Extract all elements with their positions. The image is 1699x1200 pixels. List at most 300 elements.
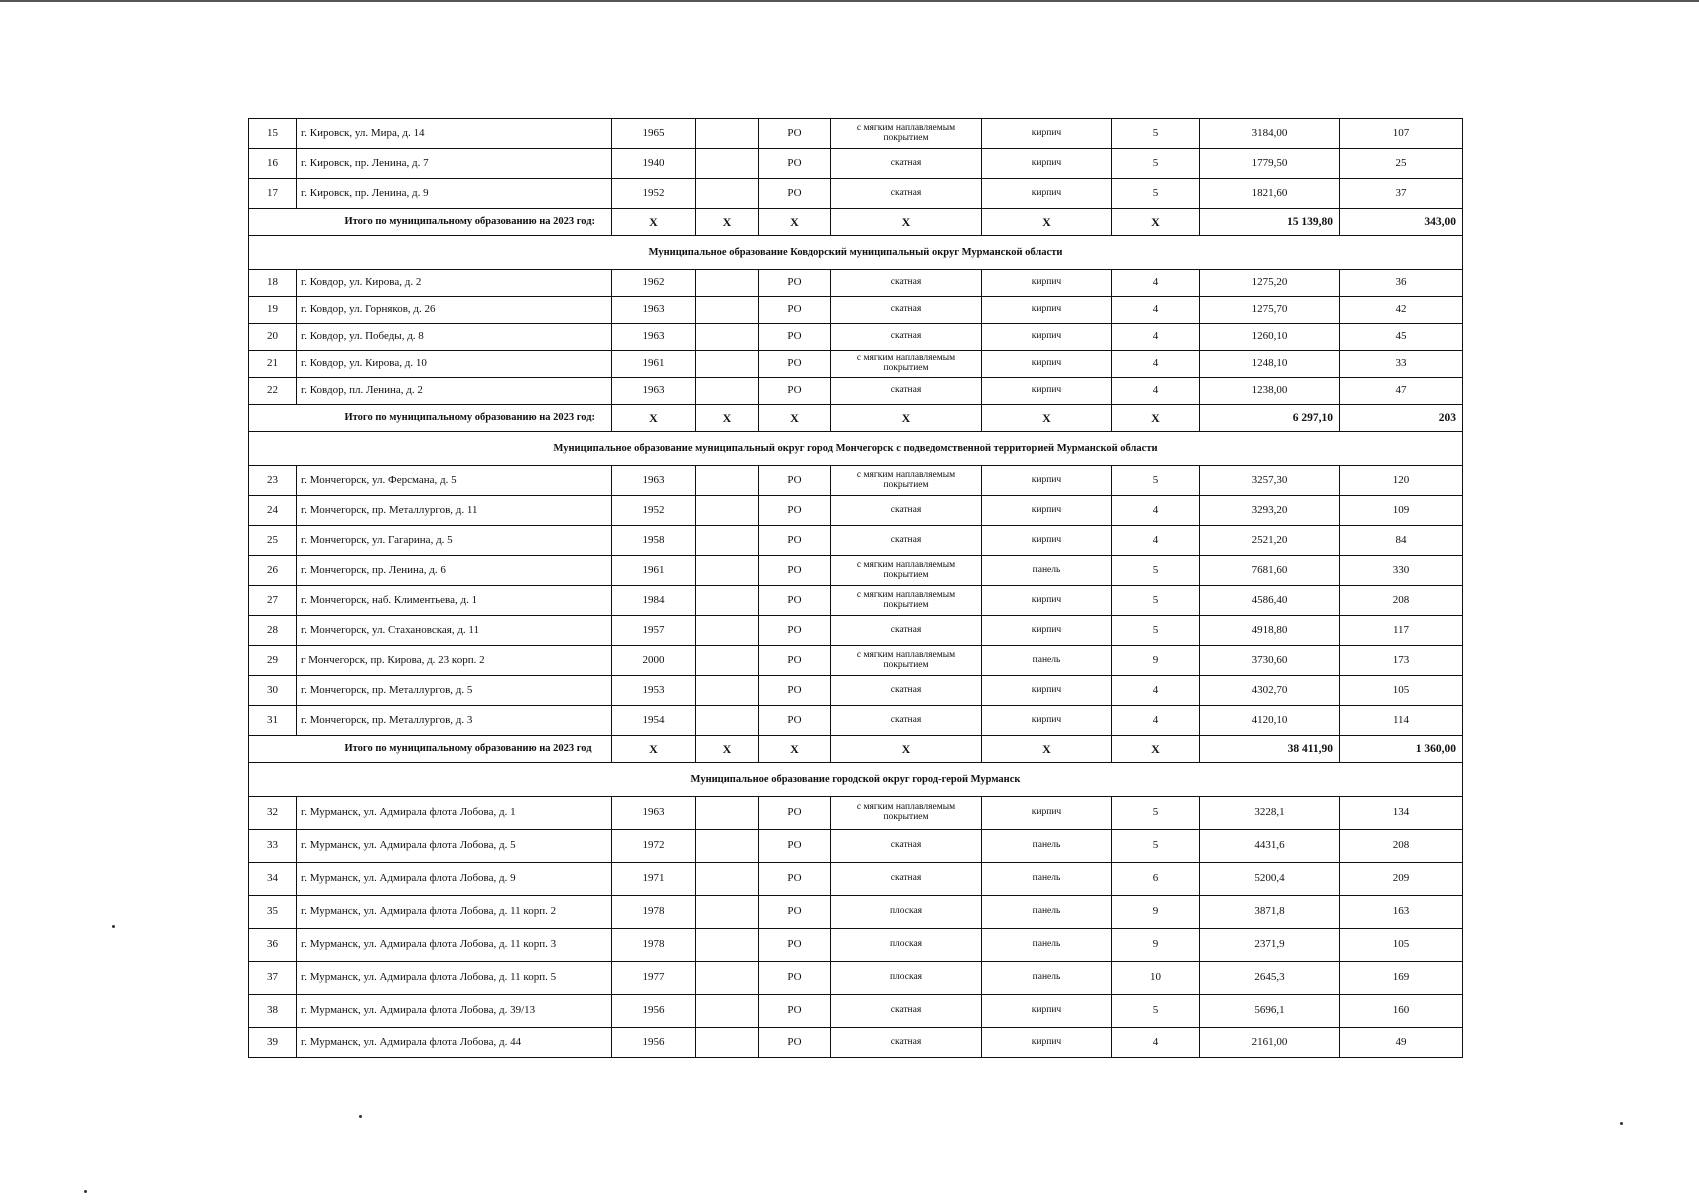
- cell-type: РО: [759, 676, 831, 706]
- cell-address: г. Ковдор, ул. Кирова, д. 10: [297, 351, 612, 378]
- cell-area: 5200,4: [1200, 863, 1340, 896]
- cell-floors: 4: [1112, 297, 1200, 324]
- cell-floors: 5: [1112, 586, 1200, 616]
- cell-blank: [696, 616, 759, 646]
- total-x-mark: X: [982, 405, 1112, 432]
- cell-material: панель: [982, 556, 1112, 586]
- cell-address: г. Ковдор, ул. Горняков, д. 26: [297, 297, 612, 324]
- cell-floors: 5: [1112, 119, 1200, 149]
- table-row: [249, 1028, 1463, 1058]
- cell-no: 37: [249, 962, 297, 995]
- cell-roof: с мягким наплавляемым покрытием: [831, 586, 982, 616]
- cell-material: кирпич: [982, 270, 1112, 297]
- cell-type: РО: [759, 179, 831, 209]
- cell-year: 1956: [612, 995, 696, 1028]
- cell-area: 2371,9: [1200, 929, 1340, 962]
- cell-blank: [696, 270, 759, 297]
- cell-roof: скатная: [831, 270, 982, 297]
- cell-roof: скатная: [831, 526, 982, 556]
- cell-material: кирпич: [982, 995, 1112, 1028]
- cell-area: 1779,50: [1200, 149, 1340, 179]
- total-x-mark: X: [612, 209, 696, 236]
- total-row: [249, 209, 1463, 236]
- total-empty-cell: [249, 736, 297, 763]
- table-row: [249, 466, 1463, 496]
- cell-address: г. Мончегорск, пр. Металлургов, д. 11: [297, 496, 612, 526]
- cell-area: 4918,80: [1200, 616, 1340, 646]
- cell-no: 28: [249, 616, 297, 646]
- cell-no: 17: [249, 179, 297, 209]
- cell-area: 1275,20: [1200, 270, 1340, 297]
- cell-year: 1956: [612, 1028, 696, 1058]
- cell-floors: 4: [1112, 706, 1200, 736]
- cell-type: РО: [759, 496, 831, 526]
- cell-material: кирпич: [982, 706, 1112, 736]
- cell-roof: скатная: [831, 378, 982, 405]
- cell-address: г. Мончегорск, ул. Стахановская, д. 11: [297, 616, 612, 646]
- section-header: Муниципальное образование городской округ город-герой Мурманск: [249, 763, 1463, 797]
- scan-top-edge: [0, 0, 1699, 2]
- cell-year: 1940: [612, 149, 696, 179]
- cell-residents: 120: [1340, 466, 1463, 496]
- cell-residents: 84: [1340, 526, 1463, 556]
- total-x-mark: X: [831, 736, 982, 763]
- table-row: [249, 830, 1463, 863]
- total-label: Итого по муниципальному образованию на 2023 год: [297, 736, 612, 763]
- cell-address: г. Мончегорск, пр. Металлургов, д. 5: [297, 676, 612, 706]
- cell-area: 5696,1: [1200, 995, 1340, 1028]
- cell-no: 23: [249, 466, 297, 496]
- total-x-mark: X: [982, 209, 1112, 236]
- cell-floors: 9: [1112, 929, 1200, 962]
- cell-year: 1953: [612, 676, 696, 706]
- cell-address: г. Мурманск, ул. Адмирала флота Лобова, д. 11 корп. 5: [297, 962, 612, 995]
- section-header: Муниципальное образование муниципальный округ город Мончегорск с подведомственной территорией Мурманской области: [249, 432, 1463, 466]
- cell-blank: [696, 586, 759, 616]
- section-header: Муниципальное образование Ковдорский муниципальный округ Мурманской области: [249, 236, 1463, 270]
- cell-residents: 117: [1340, 616, 1463, 646]
- cell-floors: 4: [1112, 526, 1200, 556]
- total-x-mark: X: [831, 209, 982, 236]
- cell-roof: скатная: [831, 616, 982, 646]
- cell-roof: с мягким наплавляемым покрытием: [831, 466, 982, 496]
- cell-residents: 209: [1340, 863, 1463, 896]
- cell-roof: с мягким наплавляемым покрытием: [831, 351, 982, 378]
- cell-roof: с мягким наплавляемым покрытием: [831, 797, 982, 830]
- cell-floors: 6: [1112, 863, 1200, 896]
- table-row: [249, 676, 1463, 706]
- cell-year: 1971: [612, 863, 696, 896]
- cell-area: 2521,20: [1200, 526, 1340, 556]
- housing-register-table: [248, 118, 1463, 1058]
- cell-area: 3257,30: [1200, 466, 1340, 496]
- cell-address: г. Мурманск, ул. Адмирала флота Лобова, д. 39/13: [297, 995, 612, 1028]
- cell-residents: 134: [1340, 797, 1463, 830]
- total-row: [249, 736, 1463, 763]
- cell-type: РО: [759, 896, 831, 929]
- cell-no: 32: [249, 797, 297, 830]
- scan-speck: [1620, 1122, 1623, 1125]
- cell-area: 4431,6: [1200, 830, 1340, 863]
- cell-floors: 9: [1112, 646, 1200, 676]
- cell-material: кирпич: [982, 466, 1112, 496]
- cell-roof: плоская: [831, 896, 982, 929]
- cell-area: 3730,60: [1200, 646, 1340, 676]
- cell-residents: 173: [1340, 646, 1463, 676]
- cell-material: панель: [982, 830, 1112, 863]
- cell-residents: 109: [1340, 496, 1463, 526]
- table-row: [249, 896, 1463, 929]
- cell-address: г. Кировск, пр. Ленина, д. 7: [297, 149, 612, 179]
- cell-year: 1978: [612, 929, 696, 962]
- total-residents: 1 360,00: [1340, 736, 1463, 763]
- cell-material: панель: [982, 962, 1112, 995]
- cell-area: 1260,10: [1200, 324, 1340, 351]
- cell-material: кирпич: [982, 586, 1112, 616]
- table-row: [249, 378, 1463, 405]
- cell-blank: [696, 830, 759, 863]
- cell-no: 27: [249, 586, 297, 616]
- cell-year: 1963: [612, 466, 696, 496]
- total-x-mark: X: [982, 736, 1112, 763]
- cell-type: РО: [759, 119, 831, 149]
- cell-area: 3184,00: [1200, 119, 1340, 149]
- cell-year: 1958: [612, 526, 696, 556]
- cell-no: 29: [249, 646, 297, 676]
- total-residents: 343,00: [1340, 209, 1463, 236]
- cell-no: 16: [249, 149, 297, 179]
- cell-floors: 5: [1112, 556, 1200, 586]
- cell-type: РО: [759, 586, 831, 616]
- cell-residents: 160: [1340, 995, 1463, 1028]
- cell-address: г. Мончегорск, ул. Гагарина, д. 5: [297, 526, 612, 556]
- total-x-mark: X: [696, 736, 759, 763]
- cell-no: 24: [249, 496, 297, 526]
- total-empty-cell: [249, 405, 297, 432]
- cell-floors: 4: [1112, 378, 1200, 405]
- cell-no: 25: [249, 526, 297, 556]
- cell-blank: [696, 646, 759, 676]
- cell-material: кирпич: [982, 149, 1112, 179]
- scan-speck: [359, 1115, 362, 1118]
- table-row: [249, 496, 1463, 526]
- cell-blank: [696, 496, 759, 526]
- cell-area: 4120,10: [1200, 706, 1340, 736]
- cell-residents: 105: [1340, 676, 1463, 706]
- cell-year: 1972: [612, 830, 696, 863]
- cell-no: 26: [249, 556, 297, 586]
- cell-roof: скатная: [831, 179, 982, 209]
- cell-floors: 4: [1112, 351, 1200, 378]
- cell-address: г. Ковдор, ул. Кирова, д. 2: [297, 270, 612, 297]
- cell-residents: 208: [1340, 586, 1463, 616]
- cell-year: 1954: [612, 706, 696, 736]
- cell-year: 1963: [612, 378, 696, 405]
- cell-material: кирпич: [982, 297, 1112, 324]
- cell-address: г. Мурманск, ул. Адмирала флота Лобова, д. 5: [297, 830, 612, 863]
- cell-area: 1248,10: [1200, 351, 1340, 378]
- cell-material: кирпич: [982, 324, 1112, 351]
- total-x-mark: X: [612, 736, 696, 763]
- table-row: [249, 297, 1463, 324]
- cell-no: 19: [249, 297, 297, 324]
- cell-residents: 114: [1340, 706, 1463, 736]
- cell-floors: 9: [1112, 896, 1200, 929]
- cell-address: г. Ковдор, пл. Ленина, д. 2: [297, 378, 612, 405]
- cell-material: панель: [982, 646, 1112, 676]
- cell-year: 1961: [612, 351, 696, 378]
- cell-floors: 5: [1112, 995, 1200, 1028]
- cell-roof: скатная: [831, 324, 982, 351]
- cell-material: панель: [982, 863, 1112, 896]
- total-label: Итого по муниципальному образованию на 2023 год:: [297, 209, 612, 236]
- cell-address: г. Кировск, пр. Ленина, д. 9: [297, 179, 612, 209]
- cell-no: 38: [249, 995, 297, 1028]
- cell-blank: [696, 676, 759, 706]
- total-x-mark: X: [1112, 405, 1200, 432]
- cell-blank: [696, 995, 759, 1028]
- total-x-mark: X: [759, 209, 831, 236]
- scan-speck: [112, 925, 115, 928]
- table-row: [249, 962, 1463, 995]
- cell-floors: 4: [1112, 496, 1200, 526]
- cell-roof: скатная: [831, 830, 982, 863]
- cell-year: 1952: [612, 179, 696, 209]
- cell-no: 18: [249, 270, 297, 297]
- cell-residents: 330: [1340, 556, 1463, 586]
- cell-floors: 4: [1112, 324, 1200, 351]
- cell-roof: скатная: [831, 149, 982, 179]
- cell-year: 1977: [612, 962, 696, 995]
- table-row: [249, 646, 1463, 676]
- scan-speck: [84, 1190, 87, 1193]
- total-x-mark: X: [1112, 209, 1200, 236]
- total-x-mark: X: [1112, 736, 1200, 763]
- cell-address: г. Мурманск, ул. Адмирала флота Лобова, д. 11 корп. 3: [297, 929, 612, 962]
- cell-year: 1952: [612, 496, 696, 526]
- cell-area: 4302,70: [1200, 676, 1340, 706]
- cell-no: 15: [249, 119, 297, 149]
- cell-floors: 5: [1112, 466, 1200, 496]
- cell-roof: скатная: [831, 676, 982, 706]
- cell-year: 1965: [612, 119, 696, 149]
- cell-roof: с мягким наплавляемым покрытием: [831, 556, 982, 586]
- cell-roof: скатная: [831, 995, 982, 1028]
- cell-roof: скатная: [831, 496, 982, 526]
- cell-area: 2161,00: [1200, 1028, 1340, 1058]
- total-x-mark: X: [759, 736, 831, 763]
- cell-blank: [696, 929, 759, 962]
- cell-year: 1984: [612, 586, 696, 616]
- cell-type: РО: [759, 863, 831, 896]
- total-x-mark: X: [696, 209, 759, 236]
- table-row: [249, 119, 1463, 149]
- cell-residents: 169: [1340, 962, 1463, 995]
- cell-type: РО: [759, 270, 831, 297]
- cell-type: РО: [759, 526, 831, 556]
- table-row: [249, 179, 1463, 209]
- cell-area: 7681,60: [1200, 556, 1340, 586]
- cell-year: 1957: [612, 616, 696, 646]
- cell-blank: [696, 378, 759, 405]
- cell-residents: 105: [1340, 929, 1463, 962]
- cell-floors: 5: [1112, 797, 1200, 830]
- table-row: [249, 556, 1463, 586]
- cell-address: г. Кировск, ул. Мира, д. 14: [297, 119, 612, 149]
- cell-roof: скатная: [831, 297, 982, 324]
- cell-blank: [696, 1028, 759, 1058]
- cell-type: РО: [759, 466, 831, 496]
- cell-address: г. Мурманск, ул. Адмирала флота Лобова, д. 1: [297, 797, 612, 830]
- table-row: [249, 995, 1463, 1028]
- cell-floors: 4: [1112, 1028, 1200, 1058]
- cell-blank: [696, 896, 759, 929]
- cell-address: г. Мончегорск, наб. Климентьева, д. 1: [297, 586, 612, 616]
- cell-address: г. Мончегорск, пр. Металлургов, д. 3: [297, 706, 612, 736]
- cell-area: 1275,70: [1200, 297, 1340, 324]
- cell-type: РО: [759, 149, 831, 179]
- table-row: [249, 586, 1463, 616]
- table-row: [249, 797, 1463, 830]
- cell-material: кирпич: [982, 496, 1112, 526]
- total-area: 15 139,80: [1200, 209, 1340, 236]
- cell-blank: [696, 526, 759, 556]
- cell-roof: плоская: [831, 962, 982, 995]
- cell-roof: плоская: [831, 929, 982, 962]
- cell-residents: 37: [1340, 179, 1463, 209]
- cell-material: кирпич: [982, 179, 1112, 209]
- cell-floors: 5: [1112, 616, 1200, 646]
- section-header-row: [249, 236, 1463, 270]
- table-row: [249, 149, 1463, 179]
- cell-no: 34: [249, 863, 297, 896]
- cell-area: 2645,3: [1200, 962, 1340, 995]
- cell-floors: 10: [1112, 962, 1200, 995]
- cell-material: кирпич: [982, 526, 1112, 556]
- cell-residents: 208: [1340, 830, 1463, 863]
- cell-material: кирпич: [982, 616, 1112, 646]
- cell-type: РО: [759, 324, 831, 351]
- section-header-row: [249, 763, 1463, 797]
- cell-blank: [696, 797, 759, 830]
- cell-type: РО: [759, 929, 831, 962]
- cell-no: 30: [249, 676, 297, 706]
- cell-type: РО: [759, 646, 831, 676]
- cell-residents: 107: [1340, 119, 1463, 149]
- table-row: [249, 526, 1463, 556]
- cell-roof: с мягким наплавляемым покрытием: [831, 646, 982, 676]
- cell-area: 3871,8: [1200, 896, 1340, 929]
- cell-address: г Мончегорск, пр. Кирова, д. 23 корп. 2: [297, 646, 612, 676]
- cell-type: РО: [759, 556, 831, 586]
- cell-year: 1978: [612, 896, 696, 929]
- cell-residents: 25: [1340, 149, 1463, 179]
- cell-type: РО: [759, 616, 831, 646]
- cell-no: 21: [249, 351, 297, 378]
- cell-no: 20: [249, 324, 297, 351]
- cell-area: 1238,00: [1200, 378, 1340, 405]
- cell-residents: 49: [1340, 1028, 1463, 1058]
- cell-blank: [696, 962, 759, 995]
- cell-material: кирпич: [982, 797, 1112, 830]
- cell-type: РО: [759, 830, 831, 863]
- table-body: [249, 119, 1463, 1058]
- total-x-mark: X: [696, 405, 759, 432]
- cell-blank: [696, 466, 759, 496]
- cell-no: 36: [249, 929, 297, 962]
- cell-type: РО: [759, 351, 831, 378]
- cell-no: 33: [249, 830, 297, 863]
- cell-address: г. Мончегорск, пр. Ленина, д. 6: [297, 556, 612, 586]
- table-row: [249, 270, 1463, 297]
- cell-area: 3228,1: [1200, 797, 1340, 830]
- cell-blank: [696, 556, 759, 586]
- total-x-mark: X: [831, 405, 982, 432]
- cell-type: РО: [759, 297, 831, 324]
- total-area: 38 411,90: [1200, 736, 1340, 763]
- cell-residents: 47: [1340, 378, 1463, 405]
- total-label: Итого по муниципальному образованию на 2023 год:: [297, 405, 612, 432]
- cell-type: РО: [759, 378, 831, 405]
- cell-floors: 5: [1112, 830, 1200, 863]
- section-header-row: [249, 432, 1463, 466]
- cell-type: РО: [759, 706, 831, 736]
- cell-year: 1963: [612, 297, 696, 324]
- cell-roof: скатная: [831, 706, 982, 736]
- cell-type: РО: [759, 995, 831, 1028]
- cell-type: РО: [759, 797, 831, 830]
- cell-residents: 36: [1340, 270, 1463, 297]
- cell-residents: 45: [1340, 324, 1463, 351]
- cell-floors: 4: [1112, 676, 1200, 706]
- total-empty-cell: [249, 209, 297, 236]
- cell-year: 1963: [612, 324, 696, 351]
- cell-no: 35: [249, 896, 297, 929]
- cell-floors: 5: [1112, 149, 1200, 179]
- cell-roof: скатная: [831, 863, 982, 896]
- cell-blank: [696, 179, 759, 209]
- cell-residents: 42: [1340, 297, 1463, 324]
- table-row: [249, 706, 1463, 736]
- cell-residents: 33: [1340, 351, 1463, 378]
- total-row: [249, 405, 1463, 432]
- total-x-mark: X: [759, 405, 831, 432]
- cell-material: кирпич: [982, 1028, 1112, 1058]
- cell-no: 22: [249, 378, 297, 405]
- table-row: [249, 351, 1463, 378]
- cell-material: кирпич: [982, 378, 1112, 405]
- cell-material: кирпич: [982, 119, 1112, 149]
- cell-year: 1963: [612, 797, 696, 830]
- cell-blank: [696, 297, 759, 324]
- cell-area: 4586,40: [1200, 586, 1340, 616]
- cell-address: г. Мурманск, ул. Адмирала флота Лобова, д. 11 корп. 2: [297, 896, 612, 929]
- table-row: [249, 863, 1463, 896]
- cell-type: РО: [759, 1028, 831, 1058]
- total-x-mark: X: [612, 405, 696, 432]
- cell-year: 2000: [612, 646, 696, 676]
- total-area: 6 297,10: [1200, 405, 1340, 432]
- table-row: [249, 929, 1463, 962]
- cell-material: кирпич: [982, 351, 1112, 378]
- cell-roof: скатная: [831, 1028, 982, 1058]
- table-row: [249, 324, 1463, 351]
- cell-blank: [696, 324, 759, 351]
- cell-address: г. Мурманск, ул. Адмирала флота Лобова, д. 9: [297, 863, 612, 896]
- cell-floors: 4: [1112, 270, 1200, 297]
- cell-address: г. Ковдор, ул. Победы, д. 8: [297, 324, 612, 351]
- cell-area: 1821,60: [1200, 179, 1340, 209]
